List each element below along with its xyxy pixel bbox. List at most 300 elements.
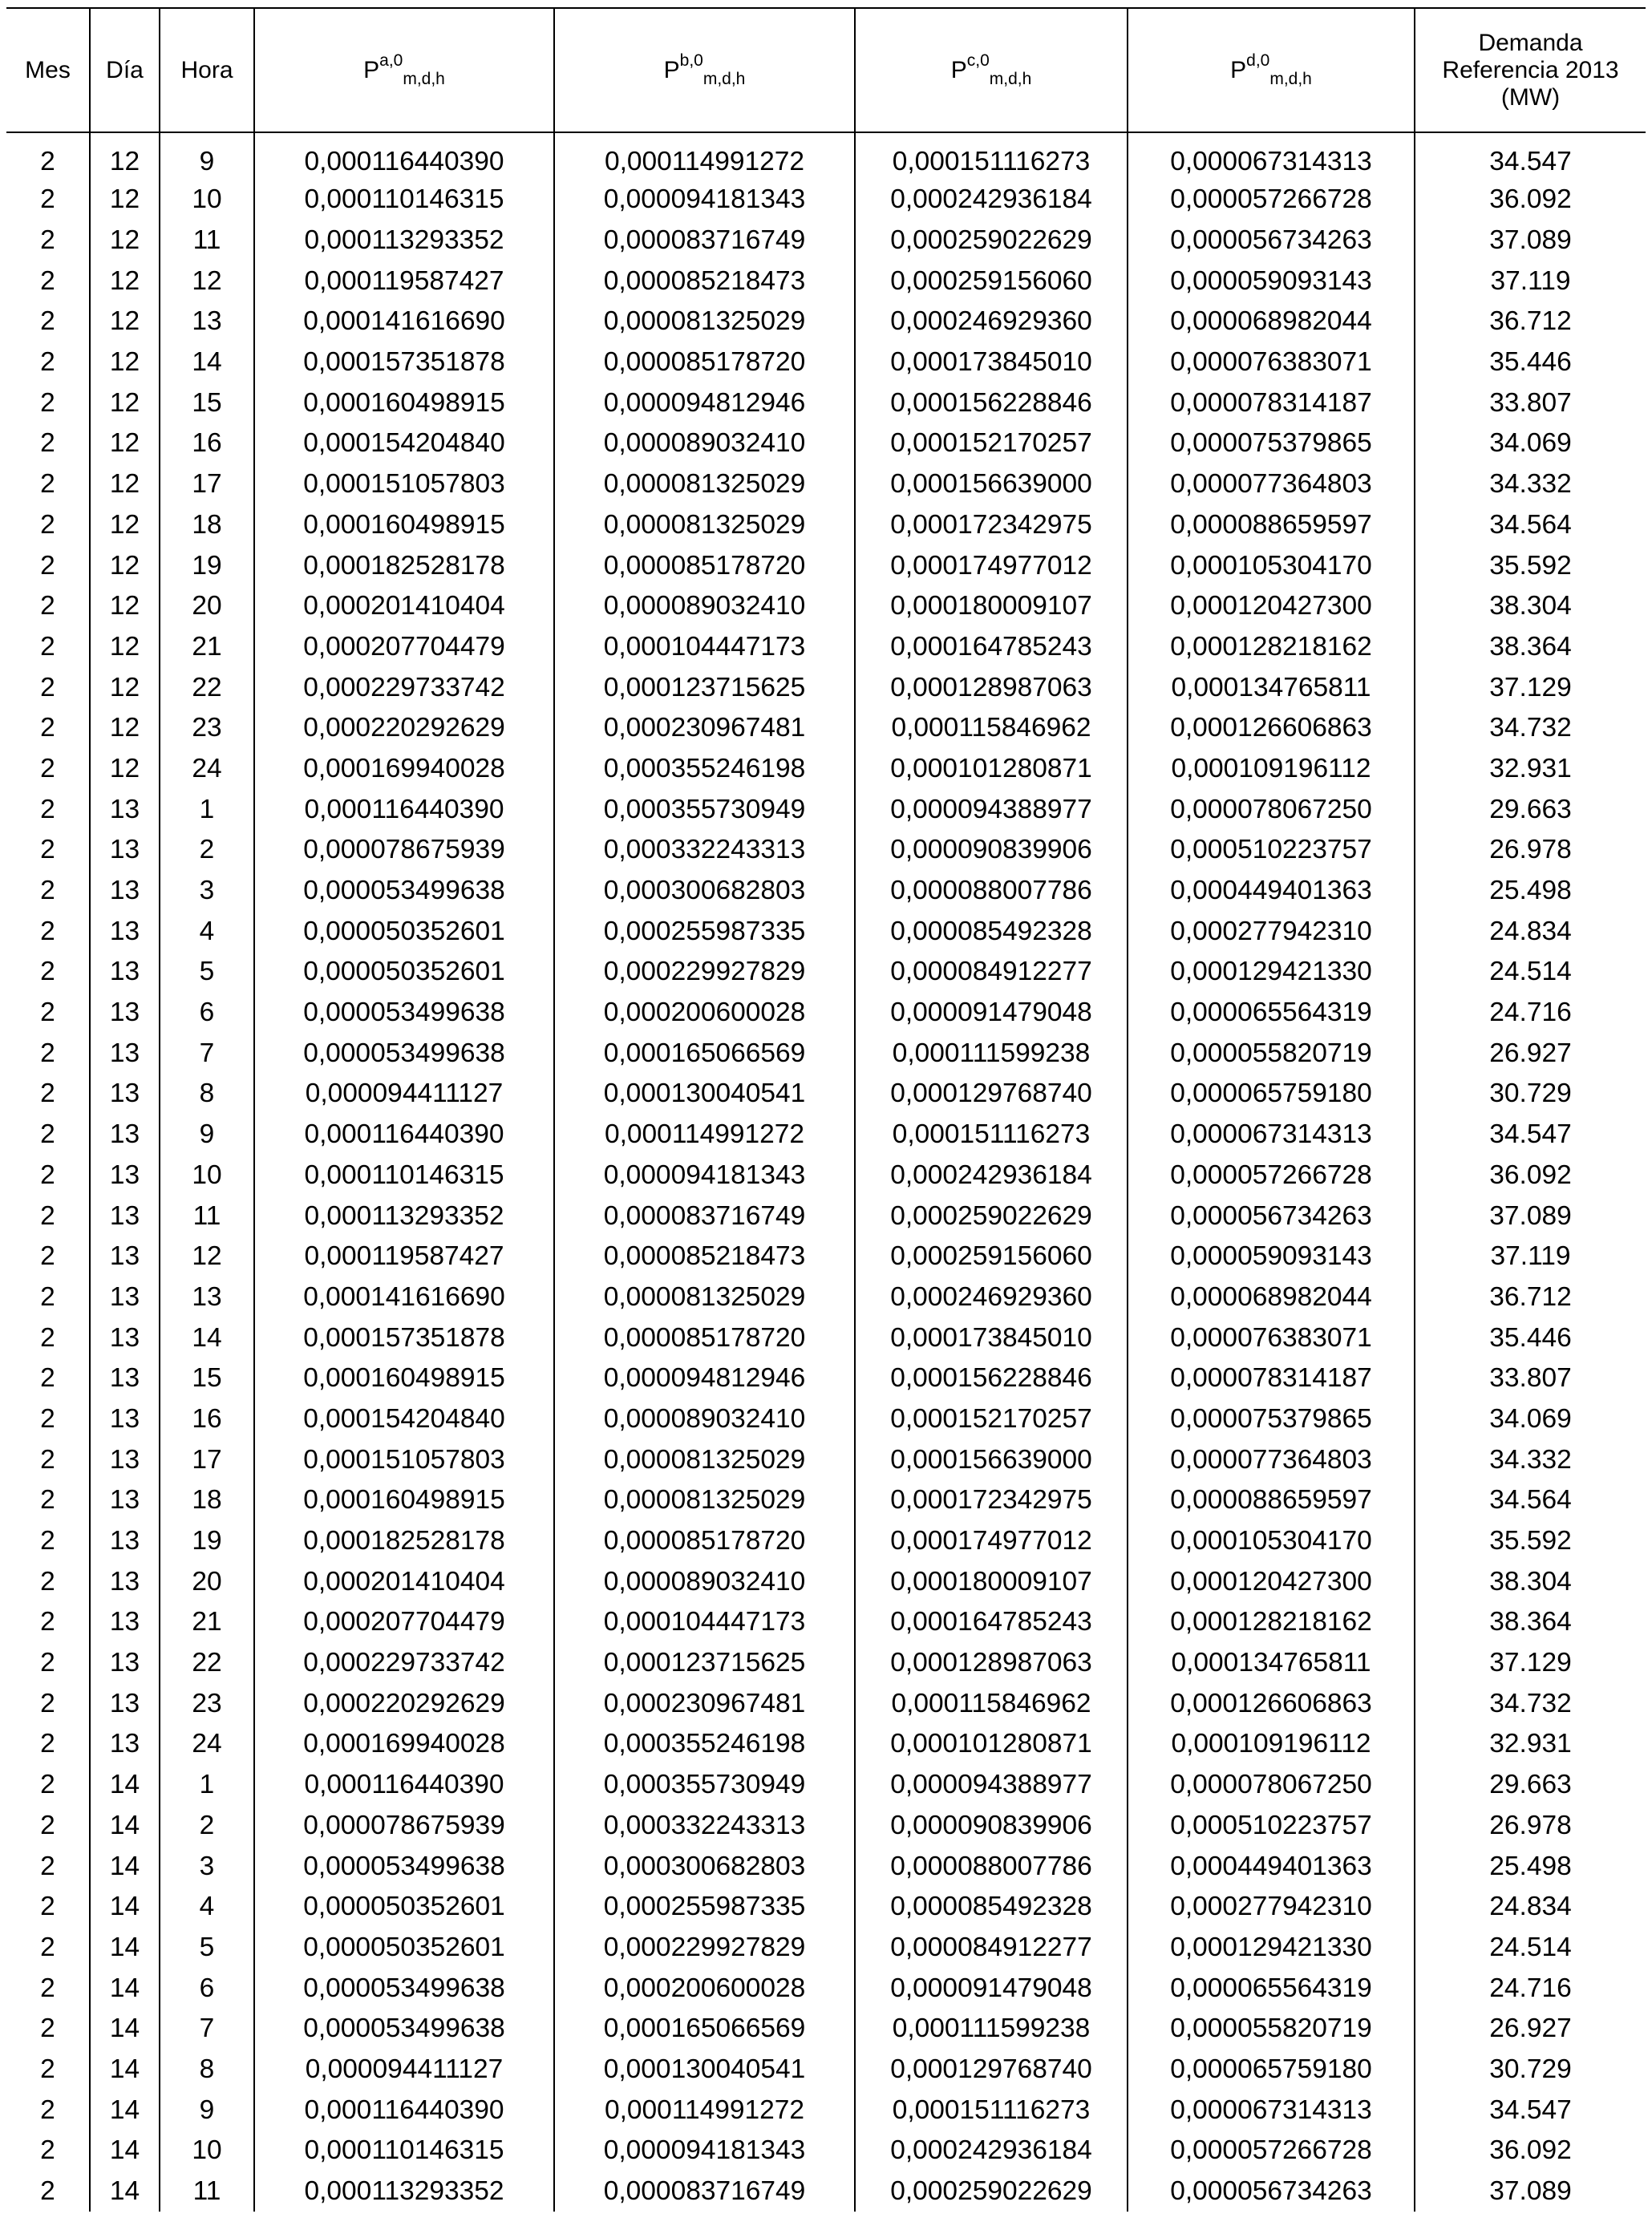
cell-dia: 12 bbox=[90, 505, 160, 546]
cell-dia: 13 bbox=[90, 871, 160, 912]
cell-mes: 2 bbox=[40, 957, 55, 987]
cell-pc: 0,000180009107 bbox=[855, 1561, 1128, 1602]
cell-demanda: 37.129 bbox=[1415, 1643, 1646, 1684]
cell-dia: 13 bbox=[90, 1155, 160, 1196]
cell-mes: 2 bbox=[40, 2135, 55, 2166]
cell-hora: 9 bbox=[160, 132, 254, 180]
cell-hora: 9 bbox=[160, 1115, 254, 1155]
cell-pc: 0,000152170257 bbox=[855, 1399, 1128, 1440]
cell-hora: 4 bbox=[160, 1887, 254, 1928]
cell-pb: 0,000255987335 bbox=[554, 911, 855, 952]
cell-dia: 12 bbox=[90, 342, 160, 383]
cell-mes: 2 bbox=[40, 1688, 55, 1718]
cell-hora: 16 bbox=[160, 423, 254, 464]
cell-pd: 0,000134765811 bbox=[1128, 1643, 1415, 1684]
cell-dia: 12 bbox=[90, 708, 160, 749]
cell-demanda: 38.304 bbox=[1415, 586, 1646, 627]
cell-hora: 2 bbox=[160, 830, 254, 871]
cell-mes: 2 bbox=[40, 1973, 55, 2003]
cell-pb: 0,000081325029 bbox=[554, 1277, 855, 1318]
header-demanda bbox=[1415, 8, 1646, 132]
cell-pa: 0,000220292629 bbox=[254, 1683, 554, 1724]
cell-dia: 14 bbox=[90, 2050, 160, 2090]
header-demanda-line1: Demanda bbox=[1478, 29, 1583, 56]
table-row bbox=[6, 2090, 1646, 2131]
cell-hora: 19 bbox=[160, 545, 254, 586]
cell-pc: 0,000259156060 bbox=[855, 1236, 1128, 1277]
cell-demanda: 25.498 bbox=[1415, 871, 1646, 912]
cell-pb: 0,000114991272 bbox=[554, 132, 855, 180]
cell-pa: 0,000110146315 bbox=[254, 2131, 554, 2171]
cell-pd: 0,000078067250 bbox=[1128, 1765, 1415, 1806]
cell-dia: 12 bbox=[90, 221, 160, 261]
cell-pc: 0,000174977012 bbox=[855, 1521, 1128, 1562]
cell-hora: 20 bbox=[160, 1561, 254, 1602]
cell-pd: 0,000126606863 bbox=[1128, 708, 1415, 749]
cell-mes: 2 bbox=[40, 1403, 55, 1434]
cell-hora: 2 bbox=[160, 1806, 254, 1847]
table-row bbox=[6, 830, 1646, 871]
table-row bbox=[6, 1115, 1646, 1155]
cell-pd: 0,000105304170 bbox=[1128, 1521, 1415, 1562]
cell-demanda: 34.564 bbox=[1415, 1480, 1646, 1521]
cell-pa: 0,000201410404 bbox=[254, 1561, 554, 1602]
cell-pd: 0,000128218162 bbox=[1128, 627, 1415, 668]
cell-mes: 2 bbox=[40, 147, 55, 176]
cell-dia: 14 bbox=[90, 2090, 160, 2131]
header-pd bbox=[1128, 8, 1415, 132]
cell-demanda: 35.592 bbox=[1415, 545, 1646, 586]
cell-demanda: 36.092 bbox=[1415, 180, 1646, 221]
cell-pc: 0,000242936184 bbox=[855, 180, 1128, 221]
cell-mes: 2 bbox=[40, 2176, 55, 2207]
cell-pa: 0,000078675939 bbox=[254, 830, 554, 871]
header-pd-sub: m,d,h bbox=[1269, 69, 1312, 88]
cell-dia: 13 bbox=[90, 1683, 160, 1724]
cell-pd: 0,000128218162 bbox=[1128, 1602, 1415, 1643]
cell-mes: 2 bbox=[40, 1729, 55, 1759]
table-row bbox=[6, 464, 1646, 505]
cell-pb: 0,000094812946 bbox=[554, 1358, 855, 1399]
cell-pb: 0,000114991272 bbox=[554, 2090, 855, 2131]
cell-pc: 0,000173845010 bbox=[855, 1317, 1128, 1358]
cell-mes: 2 bbox=[40, 1363, 55, 1394]
table-row bbox=[6, 993, 1646, 1034]
table-row bbox=[6, 2009, 1646, 2050]
cell-mes: 2 bbox=[40, 1566, 55, 1597]
cell-pc: 0,000111599238 bbox=[855, 1033, 1128, 1074]
cell-dia: 12 bbox=[90, 749, 160, 790]
cell-pb: 0,000255987335 bbox=[554, 1887, 855, 1928]
cell-pb: 0,000089032410 bbox=[554, 1561, 855, 1602]
cell-demanda: 26.927 bbox=[1415, 1033, 1646, 1074]
cell-demanda: 34.732 bbox=[1415, 708, 1646, 749]
cell-pc: 0,000172342975 bbox=[855, 505, 1128, 546]
cell-dia: 13 bbox=[90, 1480, 160, 1521]
cell-pd: 0,000129421330 bbox=[1128, 952, 1415, 993]
header-pa-sub: m,d,h bbox=[403, 69, 445, 88]
cell-hora: 1 bbox=[160, 1765, 254, 1806]
cell-pd: 0,000088659597 bbox=[1128, 1480, 1415, 1521]
table-body bbox=[6, 132, 1646, 2212]
cell-dia: 13 bbox=[90, 993, 160, 1034]
cell-pc: 0,000172342975 bbox=[855, 1480, 1128, 1521]
cell-pa: 0,000113293352 bbox=[254, 1196, 554, 1236]
cell-pa: 0,000207704479 bbox=[254, 1602, 554, 1643]
cell-dia: 12 bbox=[90, 545, 160, 586]
cell-dia: 13 bbox=[90, 830, 160, 871]
cell-pb: 0,000165066569 bbox=[554, 2009, 855, 2050]
cell-pd: 0,000075379865 bbox=[1128, 1399, 1415, 1440]
cell-pc: 0,000156228846 bbox=[855, 382, 1128, 423]
cell-demanda: 30.729 bbox=[1415, 1074, 1646, 1115]
cell-hora: 9 bbox=[160, 2090, 254, 2131]
cell-pc: 0,000111599238 bbox=[855, 2009, 1128, 2050]
cell-mes: 2 bbox=[40, 1322, 55, 1353]
cell-pa: 0,000182528178 bbox=[254, 1521, 554, 1562]
cell-pa: 0,000182528178 bbox=[254, 545, 554, 586]
cell-pb: 0,000104447173 bbox=[554, 627, 855, 668]
cell-demanda: 34.564 bbox=[1415, 505, 1646, 546]
cell-pa: 0,000094411127 bbox=[254, 1074, 554, 1115]
cell-demanda: 34.547 bbox=[1415, 132, 1646, 180]
table-row bbox=[6, 423, 1646, 464]
cell-mes: 2 bbox=[40, 2014, 55, 2044]
cell-pd: 0,000076383071 bbox=[1128, 1317, 1415, 1358]
table-row bbox=[6, 1683, 1646, 1724]
cell-pc: 0,000091479048 bbox=[855, 993, 1128, 1034]
cell-demanda: 36.712 bbox=[1415, 302, 1646, 342]
cell-demanda: 37.119 bbox=[1415, 1236, 1646, 1277]
table-row bbox=[6, 2131, 1646, 2171]
cell-hora: 24 bbox=[160, 749, 254, 790]
cell-pb: 0,000089032410 bbox=[554, 423, 855, 464]
cell-pb: 0,000085218473 bbox=[554, 261, 855, 302]
cell-demanda: 36.092 bbox=[1415, 1155, 1646, 1196]
table-row bbox=[6, 180, 1646, 221]
table-row bbox=[6, 1846, 1646, 1887]
table-row bbox=[6, 1074, 1646, 1115]
cell-pa: 0,000160498915 bbox=[254, 382, 554, 423]
cell-hora: 22 bbox=[160, 667, 254, 708]
table-row bbox=[6, 1480, 1646, 1521]
table-row bbox=[6, 1033, 1646, 1074]
cell-pb: 0,000200600028 bbox=[554, 1968, 855, 2009]
cell-pb: 0,000300682803 bbox=[554, 1846, 855, 1887]
cell-pb: 0,000085218473 bbox=[554, 1236, 855, 1277]
cell-pd: 0,000077364803 bbox=[1128, 464, 1415, 505]
cell-pc: 0,000151116273 bbox=[855, 1115, 1128, 1155]
cell-mes: 2 bbox=[40, 1810, 55, 1840]
header-pd-base: P bbox=[1230, 56, 1247, 83]
cell-hora: 7 bbox=[160, 2009, 254, 2050]
cell-hora: 20 bbox=[160, 586, 254, 627]
cell-mes: 2 bbox=[40, 1200, 55, 1231]
cell-demanda: 35.446 bbox=[1415, 1317, 1646, 1358]
cell-pa: 0,000116440390 bbox=[254, 789, 554, 830]
header-dia: Día bbox=[90, 8, 160, 132]
cell-pc: 0,000259156060 bbox=[855, 261, 1128, 302]
cell-pd: 0,000105304170 bbox=[1128, 545, 1415, 586]
cell-dia: 14 bbox=[90, 1765, 160, 1806]
header-pc-base: P bbox=[950, 56, 967, 83]
cell-pc: 0,000151116273 bbox=[855, 2090, 1128, 2131]
cell-pb: 0,000094181343 bbox=[554, 180, 855, 221]
cell-pd: 0,000068982044 bbox=[1128, 302, 1415, 342]
cell-pc: 0,000246929360 bbox=[855, 302, 1128, 342]
cell-pc: 0,000085492328 bbox=[855, 911, 1128, 952]
cell-pb: 0,000081325029 bbox=[554, 302, 855, 342]
cell-demanda: 37.129 bbox=[1415, 667, 1646, 708]
cell-pc: 0,000085492328 bbox=[855, 1887, 1128, 1928]
cell-dia: 13 bbox=[90, 1277, 160, 1318]
cell-mes: 2 bbox=[40, 1770, 55, 1800]
cell-mes: 2 bbox=[40, 876, 55, 906]
table-row bbox=[6, 952, 1646, 993]
cell-dia: 14 bbox=[90, 1806, 160, 1847]
cell-pa: 0,000050352601 bbox=[254, 911, 554, 952]
cell-dia: 12 bbox=[90, 627, 160, 668]
cell-mes: 2 bbox=[40, 550, 55, 581]
hourly-coefficients-table bbox=[6, 7, 1646, 2212]
cell-pc: 0,000128987063 bbox=[855, 667, 1128, 708]
cell-pa: 0,000050352601 bbox=[254, 1928, 554, 1969]
cell-hora: 15 bbox=[160, 1358, 254, 1399]
cell-hora: 14 bbox=[160, 1317, 254, 1358]
table-row bbox=[6, 1602, 1646, 1643]
header-pa bbox=[254, 8, 554, 132]
cell-dia: 14 bbox=[90, 1928, 160, 1969]
cell-dia: 13 bbox=[90, 1033, 160, 1074]
cell-hora: 10 bbox=[160, 2131, 254, 2171]
table-row bbox=[6, 382, 1646, 423]
cell-dia: 12 bbox=[90, 261, 160, 302]
cell-hora: 7 bbox=[160, 1033, 254, 1074]
cell-hora: 5 bbox=[160, 952, 254, 993]
cell-pc: 0,000094388977 bbox=[855, 1765, 1128, 1806]
cell-dia: 14 bbox=[90, 1846, 160, 1887]
cell-mes: 2 bbox=[40, 184, 55, 215]
cell-pa: 0,000229733742 bbox=[254, 667, 554, 708]
cell-pb: 0,000085178720 bbox=[554, 1317, 855, 1358]
cell-pd: 0,000065564319 bbox=[1128, 993, 1415, 1034]
cell-dia: 13 bbox=[90, 1115, 160, 1155]
cell-pc: 0,000084912277 bbox=[855, 1928, 1128, 1969]
cell-hora: 10 bbox=[160, 1155, 254, 1196]
table-row bbox=[6, 627, 1646, 668]
cell-mes: 2 bbox=[40, 1160, 55, 1190]
cell-demanda: 24.514 bbox=[1415, 1928, 1646, 1969]
cell-hora: 18 bbox=[160, 505, 254, 546]
cell-demanda: 32.931 bbox=[1415, 749, 1646, 790]
cell-pd: 0,000059093143 bbox=[1128, 1236, 1415, 1277]
cell-hora: 3 bbox=[160, 871, 254, 912]
cell-pa: 0,000201410404 bbox=[254, 586, 554, 627]
cell-mes: 2 bbox=[40, 835, 55, 865]
cell-pa: 0,000154204840 bbox=[254, 1399, 554, 1440]
cell-pd: 0,000067314313 bbox=[1128, 1115, 1415, 1155]
cell-demanda: 34.069 bbox=[1415, 1399, 1646, 1440]
cell-pa: 0,000151057803 bbox=[254, 1439, 554, 1480]
cell-pb: 0,000123715625 bbox=[554, 667, 855, 708]
cell-demanda: 26.927 bbox=[1415, 2009, 1646, 2050]
cell-pd: 0,000077364803 bbox=[1128, 1439, 1415, 1480]
table-row bbox=[6, 708, 1646, 749]
header-pb-base: P bbox=[663, 56, 680, 83]
cell-pd: 0,000056734263 bbox=[1128, 2171, 1415, 2212]
cell-pd: 0,000076383071 bbox=[1128, 342, 1415, 383]
header-pb-sub: m,d,h bbox=[703, 69, 746, 88]
cell-mes: 2 bbox=[40, 2094, 55, 2125]
cell-hora: 22 bbox=[160, 1643, 254, 1684]
cell-pb: 0,000089032410 bbox=[554, 1399, 855, 1440]
table-row bbox=[6, 586, 1646, 627]
cell-hora: 12 bbox=[160, 261, 254, 302]
cell-mes: 2 bbox=[40, 1526, 55, 1556]
cell-pd: 0,000068982044 bbox=[1128, 1277, 1415, 1318]
table-row bbox=[6, 545, 1646, 586]
cell-pa: 0,000053499638 bbox=[254, 993, 554, 1034]
cell-pb: 0,000083716749 bbox=[554, 221, 855, 261]
cell-pc: 0,000088007786 bbox=[855, 1846, 1128, 1887]
cell-pd: 0,000055820719 bbox=[1128, 1033, 1415, 1074]
cell-mes: 2 bbox=[40, 225, 55, 256]
cell-pb: 0,000229927829 bbox=[554, 952, 855, 993]
cell-demanda: 29.663 bbox=[1415, 1765, 1646, 1806]
cell-pa: 0,000220292629 bbox=[254, 708, 554, 749]
cell-pc: 0,000128987063 bbox=[855, 1643, 1128, 1684]
cell-pb: 0,000085178720 bbox=[554, 545, 855, 586]
cell-hora: 12 bbox=[160, 1236, 254, 1277]
cell-mes: 2 bbox=[40, 469, 55, 500]
cell-hora: 10 bbox=[160, 180, 254, 221]
cell-pa: 0,000113293352 bbox=[254, 2171, 554, 2212]
cell-pc: 0,000129768740 bbox=[855, 1074, 1128, 1115]
cell-pb: 0,000104447173 bbox=[554, 1602, 855, 1643]
cell-hora: 24 bbox=[160, 1724, 254, 1765]
cell-pd: 0,000056734263 bbox=[1128, 1196, 1415, 1236]
cell-pa: 0,000229733742 bbox=[254, 1643, 554, 1684]
cell-mes: 2 bbox=[40, 998, 55, 1028]
cell-hora: 11 bbox=[160, 1196, 254, 1236]
cell-demanda: 34.332 bbox=[1415, 1439, 1646, 1480]
cell-demanda: 38.364 bbox=[1415, 1602, 1646, 1643]
table-row bbox=[6, 221, 1646, 261]
cell-pa: 0,000094411127 bbox=[254, 2050, 554, 2090]
cell-mes: 2 bbox=[40, 387, 55, 418]
cell-pa: 0,000160498915 bbox=[254, 1480, 554, 1521]
cell-dia: 13 bbox=[90, 1439, 160, 1480]
header-row bbox=[6, 8, 1646, 132]
cell-pc: 0,000115846962 bbox=[855, 1683, 1128, 1724]
cell-pa: 0,000157351878 bbox=[254, 342, 554, 383]
header-pc-sub: m,d,h bbox=[989, 69, 1032, 88]
cell-pa: 0,000053499638 bbox=[254, 871, 554, 912]
cell-demanda: 24.834 bbox=[1415, 911, 1646, 952]
cell-demanda: 33.807 bbox=[1415, 1358, 1646, 1399]
cell-demanda: 34.547 bbox=[1415, 1115, 1646, 1155]
cell-demanda: 34.547 bbox=[1415, 2090, 1646, 2131]
cell-hora: 1 bbox=[160, 789, 254, 830]
cell-hora: 8 bbox=[160, 2050, 254, 2090]
cell-demanda: 38.364 bbox=[1415, 627, 1646, 668]
cell-mes: 2 bbox=[40, 1607, 55, 1637]
cell-pd: 0,000129421330 bbox=[1128, 1928, 1415, 1969]
cell-demanda: 35.592 bbox=[1415, 1521, 1646, 1562]
cell-dia: 13 bbox=[90, 1196, 160, 1236]
cell-hora: 6 bbox=[160, 1968, 254, 2009]
cell-dia: 13 bbox=[90, 1074, 160, 1115]
cell-pd: 0,000510223757 bbox=[1128, 830, 1415, 871]
cell-mes: 2 bbox=[40, 794, 55, 824]
cell-demanda: 32.931 bbox=[1415, 1724, 1646, 1765]
cell-pb: 0,000081325029 bbox=[554, 1439, 855, 1480]
cell-pc: 0,000090839906 bbox=[855, 830, 1128, 871]
cell-hora: 13 bbox=[160, 302, 254, 342]
cell-dia: 12 bbox=[90, 302, 160, 342]
cell-pc: 0,000156639000 bbox=[855, 1439, 1128, 1480]
cell-demanda: 36.092 bbox=[1415, 2131, 1646, 2171]
cell-hora: 11 bbox=[160, 2171, 254, 2212]
cell-pa: 0,000116440390 bbox=[254, 1115, 554, 1155]
cell-demanda: 33.807 bbox=[1415, 382, 1646, 423]
table-row bbox=[6, 1521, 1646, 1562]
cell-pb: 0,000130040541 bbox=[554, 2050, 855, 2090]
cell-pc: 0,000101280871 bbox=[855, 749, 1128, 790]
table-row bbox=[6, 667, 1646, 708]
header-pa-sup: a,0 bbox=[379, 51, 403, 70]
cell-demanda: 25.498 bbox=[1415, 1846, 1646, 1887]
cell-dia: 13 bbox=[90, 1561, 160, 1602]
cell-demanda: 29.663 bbox=[1415, 789, 1646, 830]
cell-demanda: 26.978 bbox=[1415, 1806, 1646, 1847]
cell-pb: 0,000200600028 bbox=[554, 993, 855, 1034]
cell-hora: 23 bbox=[160, 708, 254, 749]
cell-pb: 0,000230967481 bbox=[554, 1683, 855, 1724]
header-pc bbox=[855, 8, 1128, 132]
cell-mes: 2 bbox=[40, 672, 55, 702]
table-row bbox=[6, 1724, 1646, 1765]
cell-pd: 0,000057266728 bbox=[1128, 1155, 1415, 1196]
cell-pc: 0,000088007786 bbox=[855, 871, 1128, 912]
table-row bbox=[6, 1277, 1646, 1318]
table-row bbox=[6, 505, 1646, 546]
table-row bbox=[6, 342, 1646, 383]
cell-hora: 5 bbox=[160, 1928, 254, 1969]
cell-pd: 0,000120427300 bbox=[1128, 586, 1415, 627]
cell-pa: 0,000151057803 bbox=[254, 464, 554, 505]
cell-pa: 0,000119587427 bbox=[254, 1236, 554, 1277]
cell-pb: 0,000355246198 bbox=[554, 1724, 855, 1765]
cell-pc: 0,000152170257 bbox=[855, 423, 1128, 464]
cell-mes: 2 bbox=[40, 631, 55, 662]
cell-demanda: 26.978 bbox=[1415, 830, 1646, 871]
cell-pd: 0,000067314313 bbox=[1128, 2090, 1415, 2131]
cell-pd: 0,000059093143 bbox=[1128, 261, 1415, 302]
cell-dia: 13 bbox=[90, 1399, 160, 1440]
cell-mes: 2 bbox=[40, 591, 55, 621]
table-row bbox=[6, 261, 1646, 302]
cell-demanda: 37.089 bbox=[1415, 2171, 1646, 2212]
table-row bbox=[6, 302, 1646, 342]
cell-mes: 2 bbox=[40, 1281, 55, 1312]
table-row bbox=[6, 2050, 1646, 2090]
cell-pa: 0,000053499638 bbox=[254, 1033, 554, 1074]
cell-pb: 0,000083716749 bbox=[554, 1196, 855, 1236]
cell-demanda: 30.729 bbox=[1415, 2050, 1646, 2090]
cell-hora: 13 bbox=[160, 1277, 254, 1318]
cell-demanda: 35.446 bbox=[1415, 342, 1646, 383]
